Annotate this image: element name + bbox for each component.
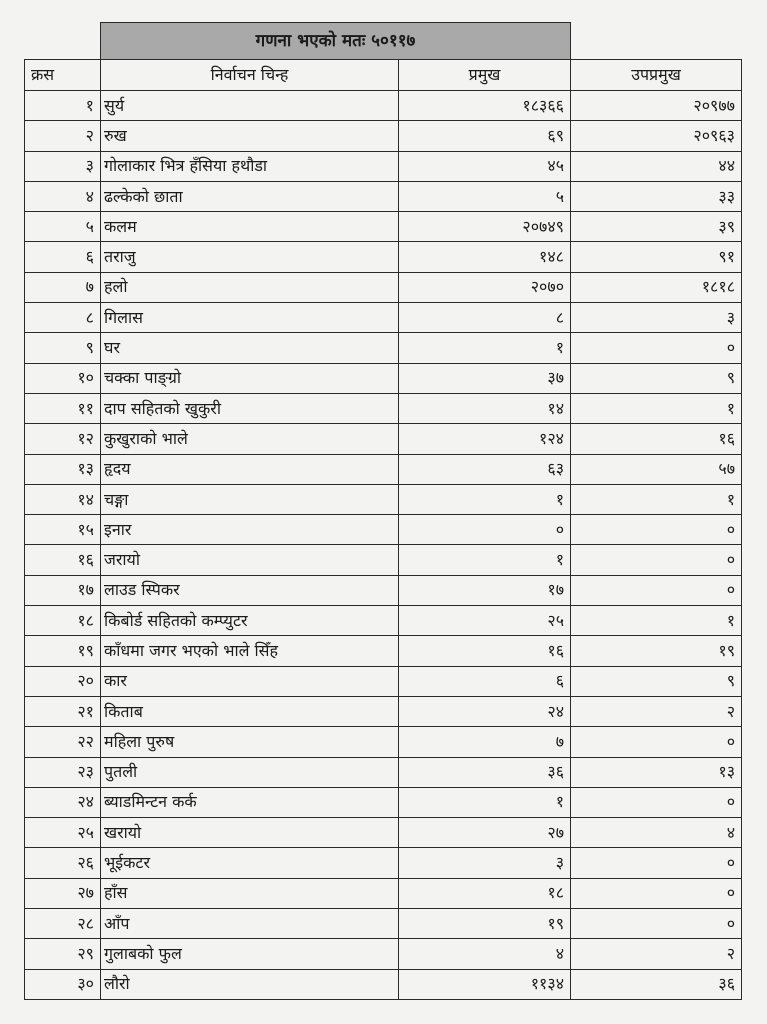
table-row xyxy=(25,91,742,121)
table-row xyxy=(25,666,742,696)
row-symbol: गिलास xyxy=(101,303,399,333)
row-symbol: हृदय xyxy=(101,454,399,484)
row-chief-votes: ६ xyxy=(399,666,571,696)
row-chief-votes: १४८ xyxy=(399,242,571,272)
row-deputy-votes: ० xyxy=(571,787,742,817)
table-row xyxy=(25,575,742,605)
header-chief: प्रमुख xyxy=(399,60,571,91)
header-deputy: उपप्रमुख xyxy=(571,60,742,91)
table-row xyxy=(25,181,742,211)
row-symbol: चङ्गा xyxy=(101,484,399,514)
row-chief-votes: ४ xyxy=(399,939,571,969)
row-chief-votes: ११३४ xyxy=(399,969,571,999)
row-deputy-votes: ३६ xyxy=(571,969,742,999)
row-chief-votes: २५ xyxy=(399,606,571,636)
row-chief-votes: २४ xyxy=(399,696,571,726)
table-row xyxy=(25,121,742,151)
row-symbol: कुखुराको भाले xyxy=(101,424,399,454)
row-deputy-votes: ० xyxy=(571,727,742,757)
row-chief-votes: १९ xyxy=(399,909,571,939)
row-deputy-votes: ० xyxy=(571,545,742,575)
row-symbol: हलो xyxy=(101,272,399,302)
row-sn: १५ xyxy=(25,515,101,545)
row-symbol: कार xyxy=(101,666,399,696)
row-chief-votes: ३६ xyxy=(399,757,571,787)
table-row xyxy=(25,424,742,454)
table-row xyxy=(25,272,742,302)
row-sn: २२ xyxy=(25,727,101,757)
table-row xyxy=(25,909,742,939)
row-deputy-votes: ० xyxy=(571,848,742,878)
row-sn: ५ xyxy=(25,212,101,242)
row-sn: ३० xyxy=(25,969,101,999)
row-symbol: इनार xyxy=(101,515,399,545)
table-row xyxy=(25,212,742,242)
row-deputy-votes: १८१८ xyxy=(571,272,742,302)
row-deputy-votes: ९१ xyxy=(571,242,742,272)
row-deputy-votes: ० xyxy=(571,575,742,605)
row-deputy-votes: ४४ xyxy=(571,151,742,181)
row-deputy-votes: ४ xyxy=(571,818,742,848)
row-deputy-votes: ० xyxy=(571,878,742,908)
table-row xyxy=(25,878,742,908)
row-deputy-votes: १९ xyxy=(571,636,742,666)
table-row xyxy=(25,333,742,363)
row-symbol: ढल्केको छाता xyxy=(101,181,399,211)
row-sn: २ xyxy=(25,121,101,151)
row-symbol: लौरो xyxy=(101,969,399,999)
row-symbol: जरायो xyxy=(101,545,399,575)
table-row xyxy=(25,727,742,757)
row-chief-votes: ७ xyxy=(399,727,571,757)
table-row xyxy=(25,242,742,272)
row-deputy-votes: ० xyxy=(571,333,742,363)
row-deputy-votes: १ xyxy=(571,484,742,514)
results-table xyxy=(24,22,742,1000)
row-symbol: रुख xyxy=(101,121,399,151)
row-chief-votes: १४ xyxy=(399,393,571,423)
table-row xyxy=(25,393,742,423)
row-chief-votes: ४५ xyxy=(399,151,571,181)
table-row xyxy=(25,636,742,666)
row-deputy-votes: ० xyxy=(571,515,742,545)
row-deputy-votes: २ xyxy=(571,939,742,969)
table-row xyxy=(25,939,742,969)
row-chief-votes: १८३६६ xyxy=(399,91,571,121)
results-sheet xyxy=(24,22,741,1000)
table-row xyxy=(25,454,742,484)
total-votes-banner: गणना भएको मतः ५०११७ xyxy=(101,23,571,60)
row-symbol: घर xyxy=(101,333,399,363)
row-sn: २५ xyxy=(25,818,101,848)
header-sn: क्रस xyxy=(25,60,101,91)
row-sn: २३ xyxy=(25,757,101,787)
row-chief-votes: १ xyxy=(399,484,571,514)
row-symbol: किताब xyxy=(101,696,399,726)
row-symbol: चक्का पाङ्ग्रो xyxy=(101,363,399,393)
row-sn: २४ xyxy=(25,787,101,817)
row-symbol: किबोर्ड सहितको कम्प्युटर xyxy=(101,606,399,636)
row-symbol: ब्याडमिन्टन कर्क xyxy=(101,787,399,817)
row-symbol: खरायो xyxy=(101,818,399,848)
row-sn: २७ xyxy=(25,878,101,908)
row-sn: ९ xyxy=(25,333,101,363)
row-deputy-votes: १३ xyxy=(571,757,742,787)
row-deputy-votes: ३ xyxy=(571,303,742,333)
row-symbol: तराजु xyxy=(101,242,399,272)
table-row xyxy=(25,303,742,333)
header-symbol: निर्वाचन चिन्ह xyxy=(101,60,399,91)
row-symbol: लाउड स्पिकर xyxy=(101,575,399,605)
row-deputy-votes: ३९ xyxy=(571,212,742,242)
row-sn: २१ xyxy=(25,696,101,726)
table-row xyxy=(25,606,742,636)
row-chief-votes: ३७ xyxy=(399,363,571,393)
row-sn: १९ xyxy=(25,636,101,666)
row-symbol: काँधमा जगर भएको भाले सिँह xyxy=(101,636,399,666)
table-row xyxy=(25,515,742,545)
row-chief-votes: ८ xyxy=(399,303,571,333)
row-symbol: भूईकटर xyxy=(101,848,399,878)
row-chief-votes: २७ xyxy=(399,818,571,848)
table-row xyxy=(25,818,742,848)
row-deputy-votes: ९ xyxy=(571,363,742,393)
row-sn: १२ xyxy=(25,424,101,454)
row-symbol: गुलाबको फुल xyxy=(101,939,399,969)
row-symbol: गोलाकार भित्र हँसिया हथौडा xyxy=(101,151,399,181)
row-sn: २० xyxy=(25,666,101,696)
row-chief-votes: ३ xyxy=(399,848,571,878)
row-chief-votes: १८ xyxy=(399,878,571,908)
row-sn: १३ xyxy=(25,454,101,484)
table-body xyxy=(25,91,742,1000)
row-deputy-votes: ९ xyxy=(571,666,742,696)
row-sn: २९ xyxy=(25,939,101,969)
table-row xyxy=(25,484,742,514)
row-sn: ३ xyxy=(25,151,101,181)
row-sn: १ xyxy=(25,91,101,121)
row-symbol: सुर्य xyxy=(101,91,399,121)
row-deputy-votes: १६ xyxy=(571,424,742,454)
row-symbol: आँप xyxy=(101,909,399,939)
row-chief-votes: १२४ xyxy=(399,424,571,454)
row-sn: २६ xyxy=(25,848,101,878)
row-chief-votes: ६३ xyxy=(399,454,571,484)
row-sn: ७ xyxy=(25,272,101,302)
table-row xyxy=(25,757,742,787)
row-deputy-votes: ० xyxy=(571,909,742,939)
row-symbol: महिला पुरुष xyxy=(101,727,399,757)
table-row xyxy=(25,848,742,878)
row-deputy-votes: १ xyxy=(571,606,742,636)
row-deputy-votes: ५७ xyxy=(571,454,742,484)
row-symbol: हाँस xyxy=(101,878,399,908)
row-sn: ६ xyxy=(25,242,101,272)
row-deputy-votes: १ xyxy=(571,393,742,423)
row-chief-votes: १७ xyxy=(399,575,571,605)
row-chief-votes: ० xyxy=(399,515,571,545)
row-sn: १८ xyxy=(25,606,101,636)
row-deputy-votes: २०९७७ xyxy=(571,91,742,121)
header-row xyxy=(25,60,742,91)
row-sn: १७ xyxy=(25,575,101,605)
table-row xyxy=(25,696,742,726)
row-symbol: कलम xyxy=(101,212,399,242)
table-row xyxy=(25,969,742,999)
row-deputy-votes: २०९६३ xyxy=(571,121,742,151)
row-sn: ४ xyxy=(25,181,101,211)
row-symbol: दाप सहितको खुकुरी xyxy=(101,393,399,423)
row-sn: १० xyxy=(25,363,101,393)
row-chief-votes: १६ xyxy=(399,636,571,666)
table-row xyxy=(25,545,742,575)
table-row xyxy=(25,363,742,393)
row-chief-votes: २०७० xyxy=(399,272,571,302)
row-chief-votes: २०७४९ xyxy=(399,212,571,242)
row-sn: ११ xyxy=(25,393,101,423)
row-chief-votes: ५ xyxy=(399,181,571,211)
row-chief-votes: ६९ xyxy=(399,121,571,151)
row-chief-votes: १ xyxy=(399,333,571,363)
row-chief-votes: १ xyxy=(399,787,571,817)
row-chief-votes: १ xyxy=(399,545,571,575)
row-sn: १४ xyxy=(25,484,101,514)
table-row xyxy=(25,151,742,181)
row-deputy-votes: ३३ xyxy=(571,181,742,211)
row-deputy-votes: २ xyxy=(571,696,742,726)
row-symbol: पुतली xyxy=(101,757,399,787)
table-row xyxy=(25,787,742,817)
row-sn: १६ xyxy=(25,545,101,575)
row-sn: २८ xyxy=(25,909,101,939)
row-sn: ८ xyxy=(25,303,101,333)
banner-row xyxy=(25,23,742,60)
